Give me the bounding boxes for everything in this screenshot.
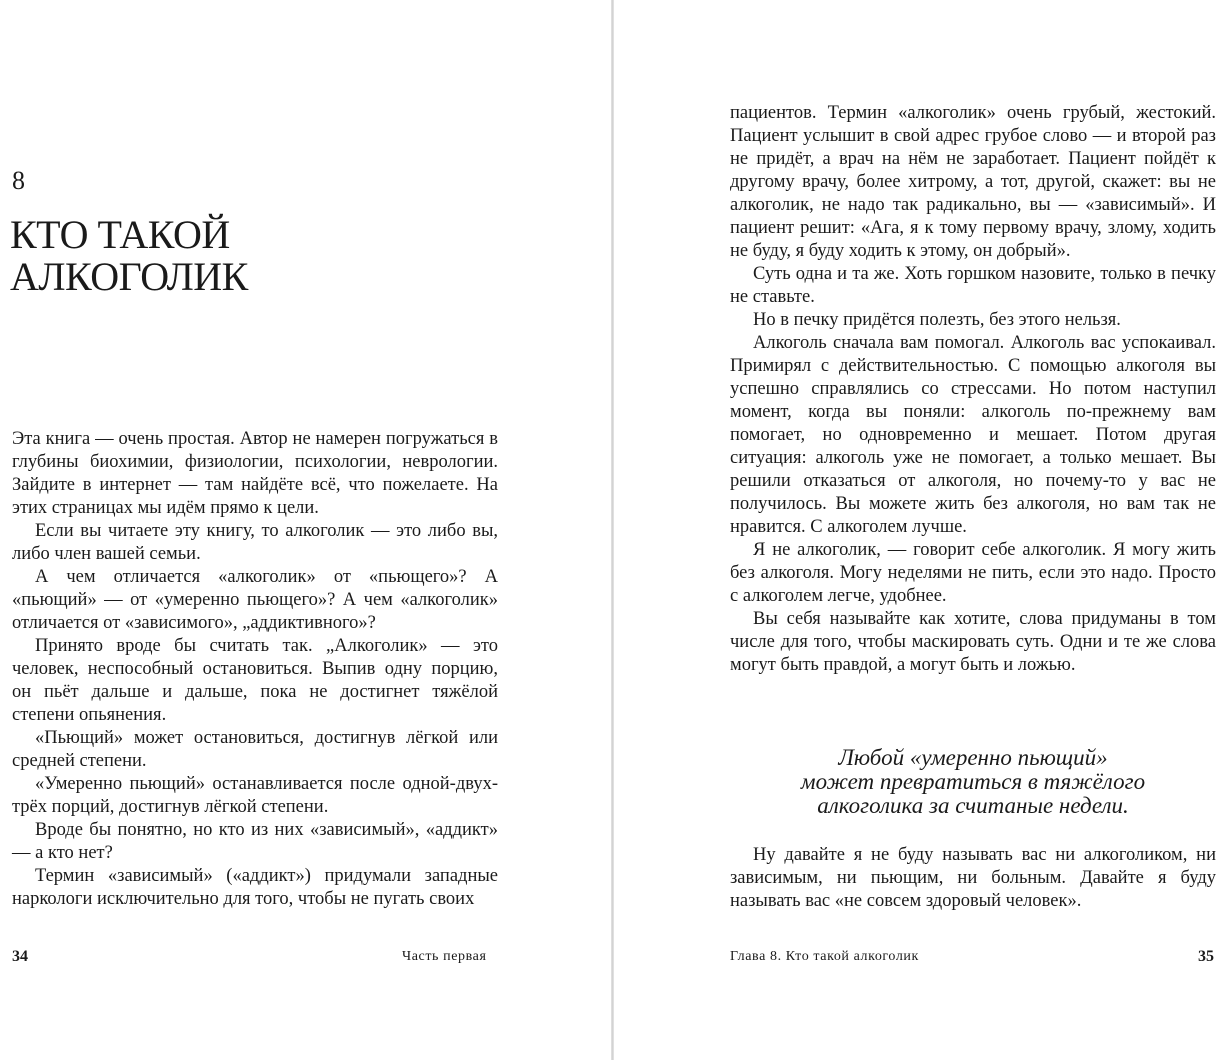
pull-quote-line: может превратиться в тяжёлого <box>800 769 1146 794</box>
pull-quote-line: Любой «умеренно пьющий» <box>838 745 1108 770</box>
paragraph: «Пьющий» может остановиться, достигнув лёгкой или средней степени. <box>12 728 498 771</box>
chapter-title-line: КТО ТАКОЙ <box>10 212 230 257</box>
left-page <box>0 0 612 1060</box>
paragraph: Если вы читаете эту книгу, то алкоголик — это либо вы, либо член вашей семьи. <box>12 521 498 564</box>
page-number: 34 <box>12 948 28 965</box>
paragraph: А чем отличается «алкоголик» от «пьющего»? А «пьющий» — от «умеренно пьющего»? А чем «алкоголик» отличается от «зависимого», „аддиктивного»? <box>12 567 498 633</box>
pull-quote-line: алкоголика за считаные недели. <box>817 793 1129 818</box>
paragraph: Вроде бы понятно, но кто из них «зависимый», «аддикт» — а кто нет? <box>12 820 498 863</box>
pull-quote <box>730 746 1216 818</box>
paragraph: «Умеренно пьющий» останавливается после одной-двух-трёх порций, достигнув лёгкой степени. <box>12 774 498 817</box>
right-body-text <box>730 102 1216 677</box>
paragraph: Вы себя называйте как хотите, слова придуманы в том числе для того, чтобы маскировать суть. Одни и те же слова могут быть правдой, а могут быть и ложью. <box>730 609 1216 675</box>
paragraph: пациентов. Термин «алкоголик» очень грубый, жестокий. Пациент услышит в свой адрес грубое слово — и второй раз не придёт, а врач на нём не заработает. Пациент пойдёт к другому врачу, более хитрому, а тот, другой, скажет: вы не алкоголик, не надо так радикально, вы — «зависимый». И пациент решит: «Ага, я к тому первому врачу, злому, ходить не буду, я буду ходить к этому, он добрый». <box>730 103 1216 261</box>
paragraph: Я не алкоголик, — говорит себе алкоголик. Я могу жить без алкоголя. Могу неделями не пить, если это надо. Просто с алкоголем легче, удобнее. <box>730 540 1216 606</box>
closing-text <box>730 844 1216 913</box>
paragraph: Суть одна и та же. Хоть горшком назовите, только в печку не ставьте. <box>730 264 1216 307</box>
page-number: 35 <box>1198 948 1214 965</box>
running-head: Часть первая <box>402 949 487 964</box>
paragraph: Но в печку придётся полезть, без этого нельзя. <box>753 310 1121 330</box>
paragraph: Термин «зависимый» («аддикт») придумали западные наркологи исключительно для того, чтобы не пугать своих <box>12 866 498 909</box>
chapter-title-line: АЛКОГОЛИК <box>10 254 248 299</box>
running-head: Глава 8. Кто такой алкоголик <box>730 949 919 964</box>
left-body-text <box>12 428 498 911</box>
paragraph: Принято вроде бы считать так. „Алкоголик» — это человек, неспособный остановиться. Выпив одну порцию, он пьёт дальше и дальше, пока не достигнет тяжёлой степени опьянения. <box>12 636 498 725</box>
paragraph: Эта книга — очень простая. Автор не намерен погружаться в глубины биохимии, физиологии, психологии, неврологии. Зайдите в интернет — там найдёте всё, что пожелаете. На этих страницах мы идём прямо к цели. <box>12 429 498 518</box>
paragraph: Алкоголь сначала вам помогал. Алкоголь вас успокаивал. Примирял с действительностью. С помощью алкоголя вы успешно справлялись со стрессами. Но потом наступил момент, когда вы поняли: алкоголь по-прежнему вам помогает, но одновременно и мешает. Потом другая ситуация: алкоголь уже не помогает, а только мешает. Вы решили отказаться от алкоголя, но почему-то у вас не получилось. Вы можете жить без алкоголя, но вам так не нравится. С алкоголем лучше. <box>730 333 1216 537</box>
chapter-title <box>10 214 570 298</box>
right-page <box>614 0 1228 1060</box>
chapter-number: 8 <box>12 166 25 195</box>
paragraph: Ну давайте я не буду называть вас ни алкоголиком, ни зависимым, ни пьющим, ни больным. Давайте я буду называть вас «не совсем здоровый человек». <box>730 845 1216 911</box>
